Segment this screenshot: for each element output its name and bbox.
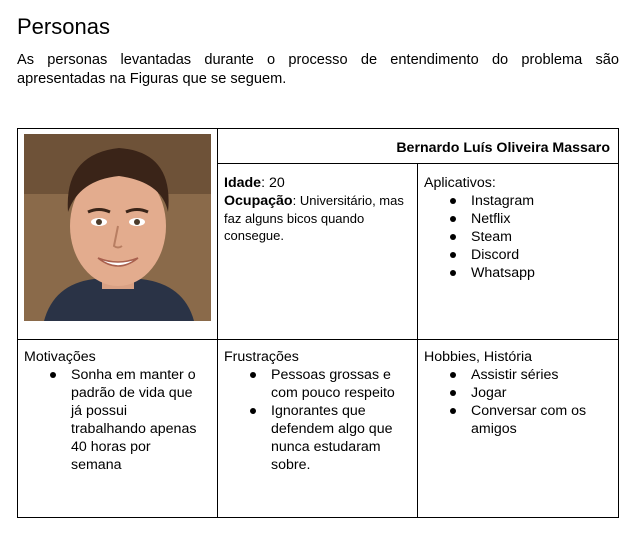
- list-item: Whatsapp: [471, 264, 612, 282]
- intro-paragraph: As personas levantadas durante o processo de entendimento do problema são apresentadas na Figuras que se seguem.: [17, 52, 619, 87]
- apps-title: Aplicativos:: [424, 175, 496, 191]
- persona-hobbies-cell: [418, 340, 619, 518]
- list-item: Ignorantes que defendem algo que nunca estudaram sobre.: [271, 402, 397, 474]
- page-title: Personas: [17, 14, 110, 39]
- list-item: Instagram: [471, 192, 612, 210]
- age-value: : 20: [261, 175, 285, 191]
- list-item: Jogar: [471, 384, 594, 402]
- list-item: Steam: [471, 228, 612, 246]
- hobbies-title: Hobbies, História: [424, 349, 533, 365]
- motivations-list: [24, 366, 211, 474]
- list-item: Netflix: [471, 210, 612, 228]
- list-item: Sonha em manter o padrão de vida que já possui trabalhando apenas 40 horas por semana: [71, 366, 203, 474]
- persona-photo: [24, 134, 211, 321]
- list-item: Assistir séries: [471, 366, 594, 384]
- occupation-value: : Universitário, mas faz alguns bicos quando consegue.: [224, 193, 404, 243]
- persona-photo-cell: [18, 129, 218, 340]
- occupation-label: Ocupação: [224, 193, 293, 209]
- persona-name-cell: [218, 129, 619, 164]
- list-item: Pessoas grossas e com pouco respeito: [271, 366, 397, 402]
- persona-apps-cell: [418, 164, 619, 340]
- persona-frustrations-cell: [218, 340, 418, 518]
- list-item: Conversar com os amigos: [471, 402, 594, 438]
- persona-info-cell: [218, 164, 418, 340]
- apps-list: [424, 192, 612, 282]
- hobbies-list: [424, 366, 612, 438]
- frustrations-title: Frustrações: [224, 349, 299, 365]
- persona-motivations-cell: [18, 340, 218, 518]
- list-item: Discord: [471, 246, 612, 264]
- persona-table: [17, 128, 619, 518]
- persona-name: Bernardo Luís Oliveira Massaro: [396, 140, 610, 156]
- frustrations-list: [224, 366, 411, 474]
- age-label: Idade: [224, 175, 262, 191]
- motivations-title: Motivações: [24, 349, 96, 365]
